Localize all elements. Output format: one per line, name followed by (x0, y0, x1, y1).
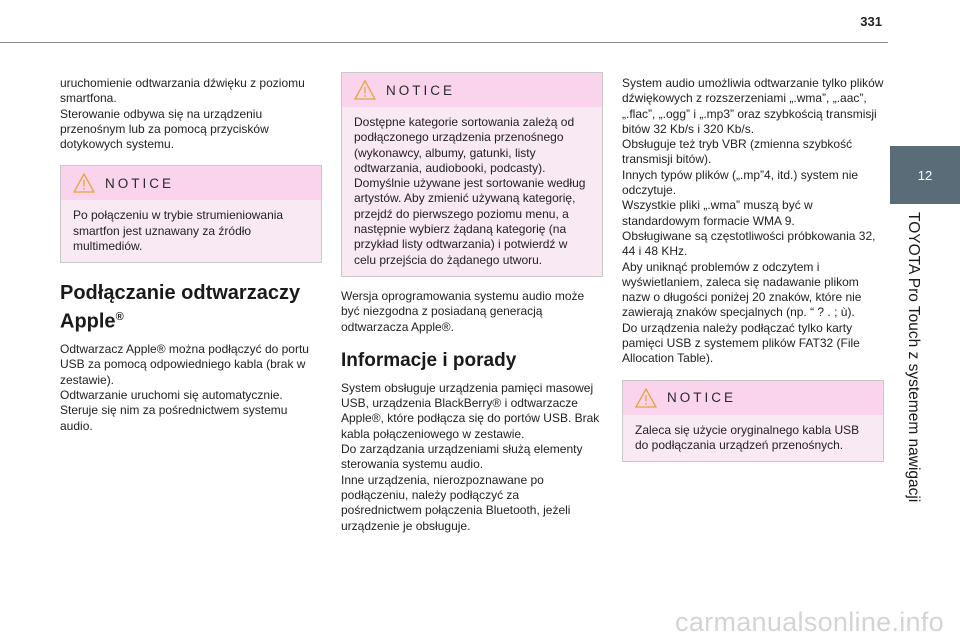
column-right (622, 76, 884, 462)
column-middle (341, 72, 603, 534)
column-left (60, 76, 322, 434)
warning-triangle-icon (73, 173, 95, 193)
notice-title: NOTICE (105, 175, 175, 191)
side-chapter-title: TOYOTA Pro Touch z systemem nawigacji (905, 212, 922, 503)
watermark: carmanualsonline.info (675, 607, 944, 637)
supported-formats-text: System audio umożliwia odtwarzanie tylko plików dźwiękowych z rozszerzeniami „.wma”, „.aac”, „.flac”, „.ogg” i „.mp3” oraz szybkością transmisji bitów 32 Kb/s i 320 Kb/s. Obsługuje też tryb VBR (zmienna szybkość transmisji bitów). Innych typów plików („.mp”4, itd.) system nie odczytuje. Wszystkie pliki „.wma” muszą być w standardowym formacie WMA 9. Obsługiwane są częstotliwości próbkowania 32, 44 i 48 KHz. Aby uniknąć problemów z odczytem i wyświetlaniem, zaleca się nadawanie plikom nazw o długości poniżej 20 znaków, które nie zawierają znaków specjalnych (np. “ ? . ; ù). Do urządzenia należy podłączać tylko karty pamięci USB z systemem plików FAT32 (File Allocation Table). (622, 76, 884, 366)
notice-text: Dostępne kategorie sortowania zależą od podłączonego urządzenia przenośnego (wykonawcy, albumy, gatunki, listy odtwarzania, audiobooki, podcasty). Domyślnie używane jest sortowanie według artystów. Aby zmienić używaną kategorię, przejdź do pierwszego poziomu menu, a następnie wybierz żądaną kategorię (na przykład listy odtwarzania) i potwierdź w celu przejścia do żądanego utworu. (354, 115, 586, 267)
notice-header (61, 166, 321, 200)
apple-connection-text: Odtwarzacz Apple® można podłączyć do portu USB za pomocą odpowiedniego kabla (brak w zestawie). Odtwarzanie uruchomi się automatycznie. Steruje się nim za pośrednictwem systemu audio. (60, 342, 309, 433)
page-number: 331 (860, 14, 882, 29)
notice-box-sorting (341, 72, 603, 277)
registered-mark: ® (115, 311, 124, 324)
section-heading-info: Informacje i porady (341, 349, 517, 371)
notice-title: NOTICE (667, 390, 737, 406)
notice-text: Zaleca się użycie oryginalnego kabla USB do podłączania urządzeń przenośnych. (635, 422, 860, 452)
heading-text: Podłączanie odtwarzaczy Apple (60, 282, 301, 334)
info-tips-text: System obsługuje urządzenia pamięci masowej USB, urządzenia BlackBerry® i odtwarzacze Apple®, które podłącza się do portów USB. Brak kabla połączeniowego w zestawie. Do zarządzania urządzeniami służą elementy sterowania systemu audio. Inne urządzenia, nierozpoznawane po podłączeniu, należy podłączyć za pośrednictwem połączenia Bluetooth, jeżeli urządzenie je obsługuje. (341, 380, 600, 533)
notice-box-cable (622, 380, 884, 463)
notice-header (623, 381, 883, 415)
header-divider (0, 42, 888, 43)
streaming-intro-text: uruchomienie odtwarzania dźwięku z poziomu smartfona. Sterowanie odbywa się na urządzeniu przenośnym lub za pomocą przycisków dotykowych systemu. (60, 76, 305, 152)
chapter-tab: 12 (890, 146, 960, 204)
warning-triangle-icon (635, 388, 657, 408)
section-heading-apple (60, 281, 322, 334)
notice-title: NOTICE (386, 82, 456, 98)
software-version-text: Wersja oprogramowania systemu audio może być niezgodna z posiadaną generacją odtwarzacza Apple®. (341, 288, 585, 334)
warning-triangle-icon (354, 80, 376, 100)
notice-text: Po połączeniu w trybie strumieniowania smartfon jest uznawany za źródło multimediów. (73, 208, 284, 254)
notice-box-streaming (60, 165, 322, 263)
notice-header (342, 73, 602, 107)
